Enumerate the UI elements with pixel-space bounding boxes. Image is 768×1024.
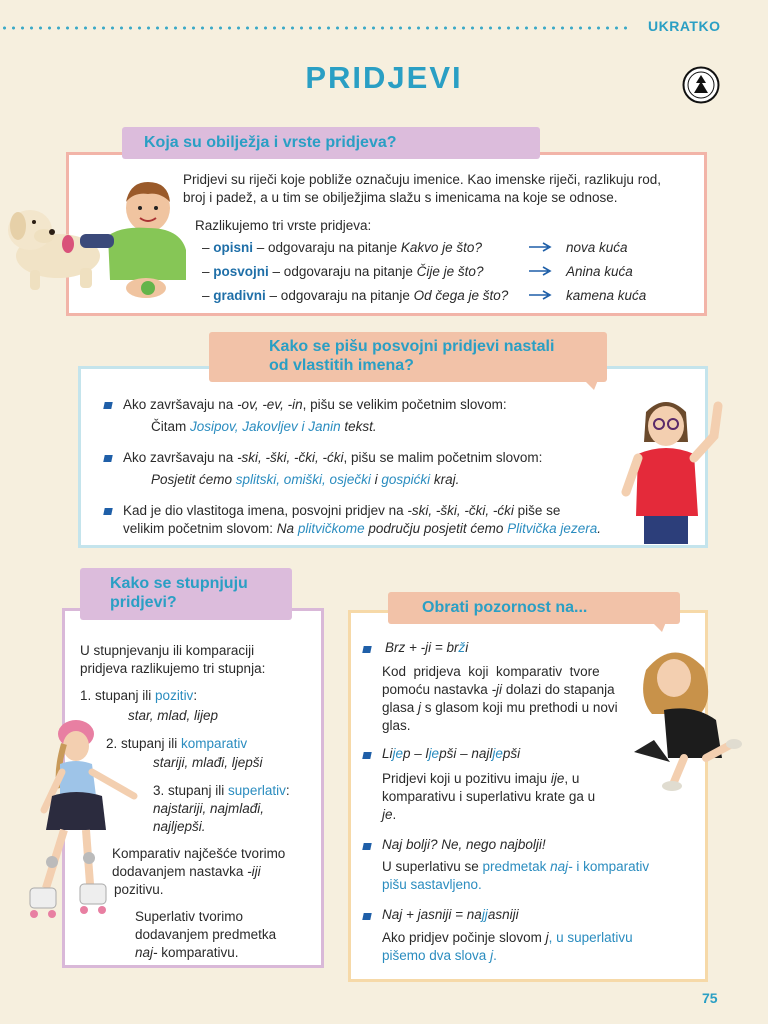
comparison-intro: U stupnjevanju ili komparaciji pridjeva razlikujemo tri stupnja: — [80, 643, 266, 676]
arrow-right-icon — [528, 266, 552, 276]
example-splitski: Posjetit ćemo splitski, omiški, osječki i gospićki kraj. — [151, 472, 460, 487]
bullet-icon — [103, 402, 112, 409]
possessive-proper-heading: Kako se pišu posvojni pridjevi nastali od vlastitih imena? — [209, 332, 607, 382]
degree-comparative: 2. stupanj ili komparativ — [106, 736, 248, 751]
page-title: PRIDJEVI — [305, 60, 463, 95]
degree-positive: 1. stupanj ili pozitiv: — [80, 688, 198, 703]
bullet-icon — [362, 752, 371, 759]
heading-pointer — [652, 622, 666, 632]
note-najbolji-explanation: U superlativu se predmetak naj- i komparativ pišu sastavljeno. — [382, 859, 650, 892]
note-brz-explanation: Kod pridjeva koji komparativ tvore pomoću nastavka -ji dolazi do stapanja glasa j s glasom koji mu prethodi u novi glas. — [382, 664, 618, 733]
rule-ski-ski-cki: Ako završavaju na -ski, -ški, -čki, -ćki, pišu se malim početnim slovom: — [123, 450, 543, 465]
note-lijep-explanation: Pridjevi koji u pozitivu imaju ije, u komparativu i superlativu krate ga u je. — [382, 771, 596, 822]
superlative-formation: Superlativ tvorimo dodavanjem predmetka naj- komparativu. — [135, 909, 277, 960]
note-najjasniji: Naj + jasniji = najjasniji — [382, 907, 519, 922]
degree-superlative: 3. stupanj ili superlativ: — [153, 783, 290, 798]
section-label: UKRATKO — [648, 18, 721, 34]
arrow-right-icon — [528, 242, 552, 252]
comparative-formation: Komparativ najčešće tvorimo dodavanjem nastavka -iji pozitivu. — [112, 846, 286, 897]
girl-glasses-illustration — [618, 392, 738, 548]
example-kamena-kuca: kamena kuća — [566, 288, 647, 303]
bullet-icon — [103, 455, 112, 462]
type-row-material: – gradivni – odgovaraju na pitanje Od čega je što? — [202, 288, 509, 303]
heading-pointer — [584, 380, 598, 390]
rule-ov-ev-in: Ako završavaju na -ov, -ev, -in, pišu se velikim početnim slovom: — [123, 397, 507, 412]
rule-proper-name-part: Kad je dio vlastitoga imena, posvojni pridjev na -ski, -ški, -čki, -ćki piše se velikim početnim slovom: Na plitvičkome području posjetit ćemo Plitvička jezera. — [123, 503, 601, 536]
degree-superlative-examples: najstariji, najmlađi, najljepši. — [153, 801, 265, 834]
bullet-icon — [103, 508, 112, 515]
example-nova-kuca: nova kuća — [566, 240, 628, 255]
school-emblem-icon — [682, 66, 720, 104]
note-lijep: Lijep – ljepši – najljepši — [382, 746, 521, 761]
note-najbolji: Naj bolji? Ne, nego najbolji! — [382, 837, 546, 852]
attention-heading: Obrati pozornost na... — [388, 592, 680, 624]
boy-illustration — [80, 176, 188, 306]
adjective-types-heading: Koja su obilježja i vrste pridjeva? — [122, 127, 540, 159]
example-josipov: Čitam Josipov, Jakovljev i Janin tekst. — [151, 419, 377, 434]
note-najjasniji-explanation: Ako pridjev počinje slovom j, u superlativu pišemo dva slova j. — [382, 930, 633, 963]
bullet-icon — [362, 913, 371, 920]
adjective-definition: Pridjevi su riječi koje pobliže označuju imenice. Kao imenske riječi, razlikuju rod, broj i padež, a u tim se obilježjima slažu s imenicama na koje se odnose. — [183, 172, 661, 205]
bullet-icon — [362, 843, 371, 850]
arrow-right-icon — [528, 290, 552, 300]
degree-positive-examples: star, mlad, lijep — [128, 708, 219, 723]
type-row-descriptive: – opisni – odgovaraju na pitanje Kakvo je što? — [202, 240, 482, 255]
note-brz: Brz + -ji = brži — [385, 640, 469, 655]
types-intro: Razlikujemo tri vrste pridjeva: — [195, 218, 372, 233]
skater-girl-illustration — [16, 712, 146, 934]
degree-comparative-examples: stariji, mlađi, ljepši — [153, 755, 263, 770]
page-number: 75 — [702, 990, 718, 1006]
type-row-possessive: – posvojni – odgovaraju na pitanje Čije je što? — [202, 264, 484, 279]
comparison-heading: Kako se stupnjuju pridjevi? — [80, 568, 292, 620]
example-anina-kuca: Anina kuća — [566, 264, 633, 279]
header-dots — [0, 26, 628, 30]
bullet-icon — [362, 646, 371, 653]
